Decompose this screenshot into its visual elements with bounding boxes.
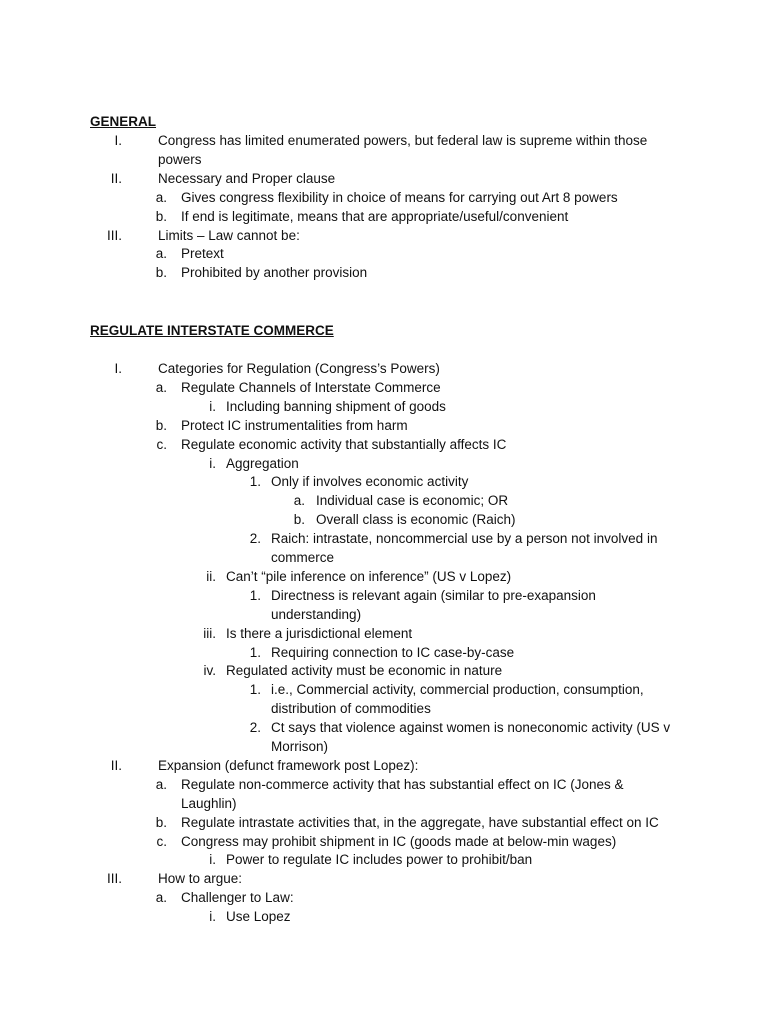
outline-marker: I. — [114, 133, 122, 148]
outline-marker: i. — [209, 455, 216, 471]
outline-text: Ct says that violence against women is noneconomic activity (US v — [271, 720, 671, 736]
outline-text: Congress may prohibit shipment in IC (goods made at below-min wages) — [181, 833, 617, 849]
outline-marker: 2. — [249, 531, 261, 547]
outline-marker: 1. — [249, 644, 261, 660]
outline-text: Including banning shipment of goods — [226, 398, 446, 414]
outline-text: powers — [158, 151, 202, 167]
outline-text: Aggregation — [226, 455, 299, 471]
outline-text: Can’t “pile inference on inference” (US v Lopez) — [226, 568, 512, 584]
outline-marker: b. — [155, 208, 167, 224]
outline-marker: 1. — [249, 587, 261, 603]
outline-marker: i. — [209, 852, 216, 868]
outline-text: commerce — [271, 550, 335, 565]
outline-text: Raich: intrastate, noncommercial use by a person not involved in — [271, 531, 658, 547]
outline-marker: III. — [106, 871, 122, 887]
outline-text: Challenger to Law: — [181, 890, 294, 906]
outline-text: Only if involves economic activity — [271, 474, 469, 490]
outline-marker: iv. — [203, 663, 216, 679]
outline-text: Gives congress flexibility in choice of means for carrying out Art 8 powers — [181, 189, 618, 205]
outline-text: Regulate non-commerce activity that has substantial effect on IC (Jones & — [181, 776, 624, 792]
outline-marker: a. — [293, 493, 305, 509]
outline-marker: i. — [209, 398, 216, 414]
outline-text: Categories for Regulation (Congress’s Powers) — [158, 361, 440, 376]
outline-marker: i. — [209, 909, 216, 925]
outline-text: Prohibited by another provision — [181, 265, 368, 281]
outline-marker: b. — [155, 417, 167, 433]
outline-marker: a. — [155, 890, 167, 906]
outline-text: Overall class is economic (Raich) — [316, 512, 516, 528]
outline-marker: 2. — [249, 720, 261, 736]
outline-text: Pretext — [181, 246, 224, 262]
outline-marker: 1. — [249, 474, 261, 490]
outline-text: Directness is relevant again (similar to pre-exapansion — [271, 587, 596, 603]
outline-text: Individual case is economic; OR — [316, 493, 509, 509]
outline-marker: b. — [293, 512, 305, 528]
outline-marker: b. — [155, 265, 167, 281]
outline-text: Power to regulate IC includes power to prohibit/ban — [226, 852, 533, 868]
outline-marker: iii. — [203, 625, 216, 641]
outline-text: i.e., Commercial activity, commercial production, consumption, — [271, 682, 644, 698]
outline-text: distribution of commodities — [271, 701, 431, 717]
outline-text: Regulate intrastate activities that, in the aggregate, have substantial effect on IC — [181, 814, 659, 830]
outline-text: Laughlin) — [181, 795, 237, 811]
outline-text: Protect IC instrumentalities from harm — [181, 417, 408, 433]
outline-text: Requiring connection to IC case-by-case — [271, 644, 515, 660]
outline-text: Regulate economic activity that substantially affects IC — [181, 436, 507, 452]
outline-marker: I. — [114, 361, 122, 376]
outline-text: Is there a jurisdictional element — [226, 625, 413, 641]
outline-text: Regulated activity must be economic in nature — [226, 663, 503, 679]
outline-marker: II. — [110, 170, 122, 186]
outline-marker: II. — [110, 757, 122, 773]
outline-text: If end is legitimate, means that are appropriate/useful/convenient — [181, 208, 569, 224]
outline-marker: 1. — [249, 682, 261, 698]
outline-marker: III. — [106, 227, 122, 243]
outline-marker: a. — [155, 379, 167, 395]
outline-marker: a. — [155, 246, 167, 262]
outline-marker: a. — [155, 189, 167, 205]
outline-text: Regulate Channels of Interstate Commerce — [181, 379, 441, 395]
outline-marker: c. — [156, 833, 167, 849]
outline-text: Morrison) — [271, 739, 329, 754]
outline-text: Congress has limited enumerated powers, but federal law is supreme within those — [158, 133, 648, 148]
outline-marker: b. — [155, 814, 167, 830]
outline-text: Necessary and Proper clause — [158, 170, 336, 186]
outline-text: Use Lopez — [226, 909, 291, 925]
outline-marker: a. — [155, 776, 167, 792]
outline-text: How to argue: — [158, 871, 243, 887]
outline-marker: c. — [156, 436, 167, 452]
outline-text: Expansion (defunct framework post Lopez): — [158, 757, 419, 773]
outline-text: Limits – Law cannot be: — [158, 227, 300, 243]
section-heading-general: GENERAL — [90, 114, 157, 129]
section-heading-interstate-commerce: REGULATE INTERSTATE COMMERCE — [90, 323, 334, 338]
outline-marker: ii. — [206, 568, 216, 584]
outline-text: understanding) — [271, 606, 362, 622]
